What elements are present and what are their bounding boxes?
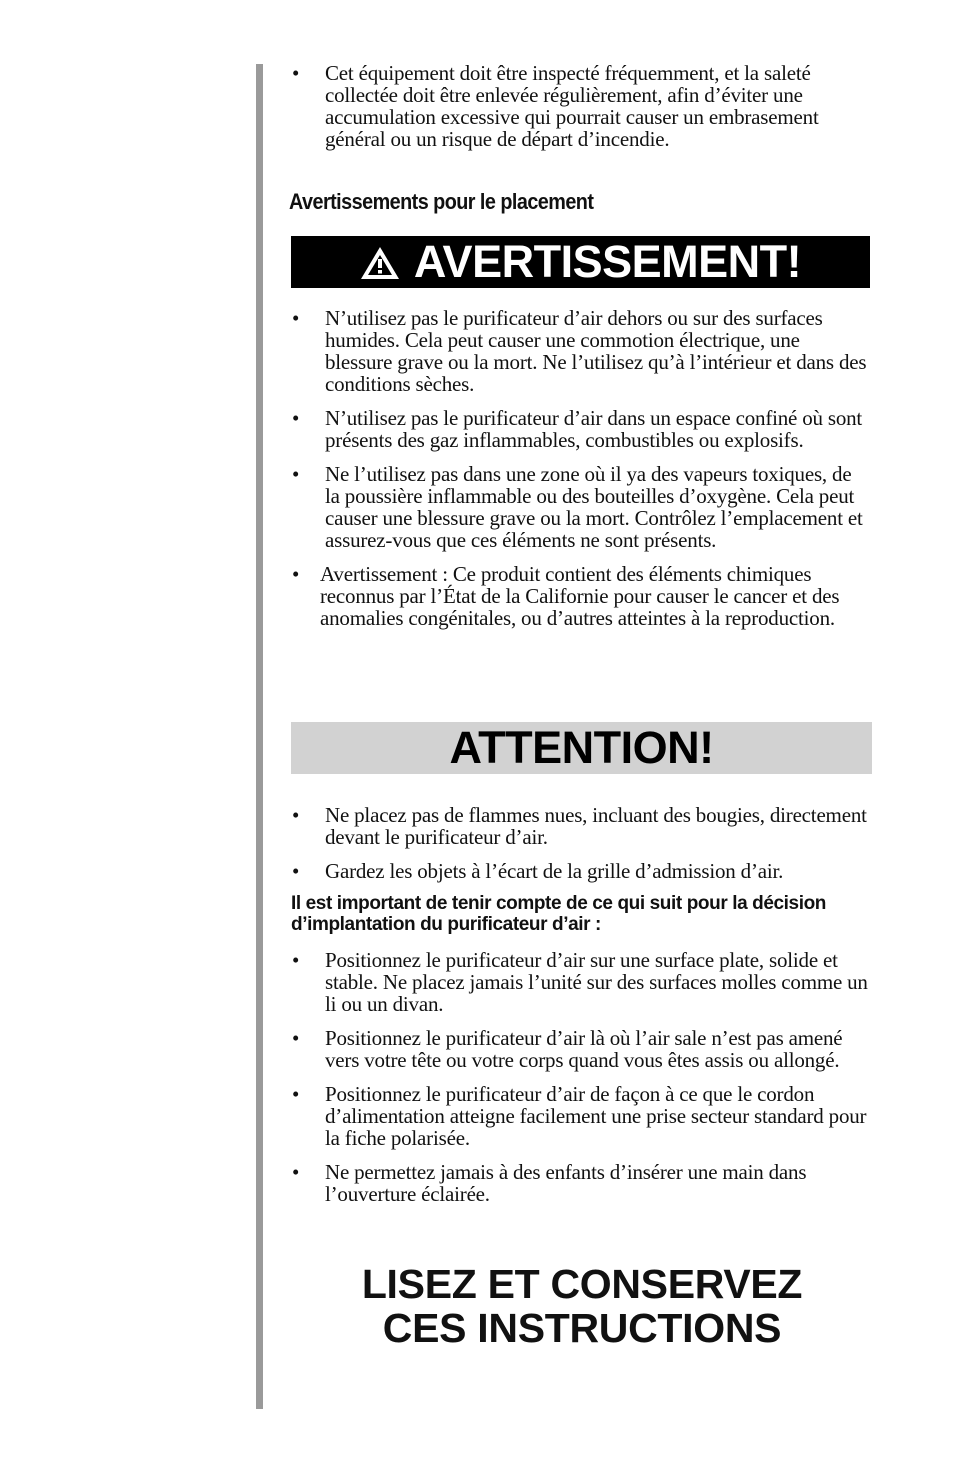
bullet-icon: • (292, 859, 300, 883)
bullet-icon: • (292, 1082, 300, 1106)
warning-banner (291, 236, 870, 288)
warning-banner-label: AVERTISSEMENT! (413, 236, 802, 287)
bullet-icon: • (292, 562, 300, 586)
list-item: • Positionnez le purificateur d’air sur une surface plate, solide et stable. Ne placez jamais l’unité sur des surfaces molles comme un li ou un divan. (292, 948, 868, 1016)
list-item: • Ne permettez jamais à des enfants d’insérer une main dans l’ouverture éclairée. (292, 1160, 807, 1206)
list-item: • Ne placez pas de flammes nues, incluant des bougies, directement devant le purificateur d’air. (292, 803, 867, 849)
closing-notice (291, 1262, 873, 1350)
margin-rule (256, 64, 263, 1409)
placement-list (289, 949, 871, 1205)
intro-list (289, 62, 871, 150)
list-item: • Avertissement : Ce produit contient des éléments chimiques reconnus par l’État de la Californie pour causer le cancer et des anomalies congénitales, ou d’autres atteintes à la reproduction. (292, 562, 840, 630)
closing-line-2: CES INSTRUCTIONS (382, 1305, 782, 1351)
warning-triangle-icon (360, 246, 400, 280)
list-item: • Positionnez le purificateur d’air de façon à ce que le cordon d’alimentation atteigne facilement une prise secteur standard pour la fiche polarisée. (292, 1082, 867, 1150)
list-item: • Cet équipement doit être inspecté fréquemment, et la saleté collectée doit être enlevée régulièrement, afin d’éviter une accumulation excessive qui pourrait causer un embrasement général ou un risque de départ d’incendie. (292, 61, 819, 151)
caution-banner (291, 722, 872, 774)
placement-intro: Il est important de tenir compte de ce qui suit pour la décision d’implantation du purificateur d’air : (291, 893, 826, 935)
warning-list (289, 307, 871, 629)
bullet-icon: • (292, 406, 300, 430)
bullet-icon: • (292, 948, 300, 972)
list-item: • N’utilisez pas le purificateur d’air dehors ou sur des surfaces humides. Cela peut causer une commotion électrique, une blessure grave ou la mort. Ne l’utilisez qu’à l’intérieur et dans des conditions sèches. (292, 306, 867, 396)
intro-section (289, 62, 871, 150)
caution-section (289, 804, 871, 882)
list-item: • Gardez les objets à l’écart de la grille d’admission d’air. (292, 859, 784, 883)
caution-list (289, 804, 871, 882)
closing-line-1: LISEZ ET CONSERVEZ (361, 1261, 803, 1307)
bullet-icon: • (292, 61, 300, 85)
list-item: • Ne l’utilisez pas dans une zone où il ya des vapeurs toxiques, de la poussière inflammable ou des bouteilles d’oxygène. Cela peut causer une blessure grave ou la mort. Contrôlez l’emplacement et assurez-vous que ces éléments ne sont présents. (292, 462, 863, 552)
bullet-icon: • (292, 306, 300, 330)
list-item: • Positionnez le purificateur d’air là où l’air sale n’est pas amené vers votre tête ou votre corps quand vous êtes assis ou allongé. (292, 1026, 843, 1072)
warning-section (289, 307, 871, 629)
caution-banner-label: ATTENTION! (449, 722, 714, 773)
bullet-icon: • (292, 462, 300, 486)
bullet-icon: • (292, 803, 300, 827)
list-item: • N’utilisez pas le purificateur d’air dans un espace confiné où sont présents des gaz inflammables, combustibles ou explosifs. (292, 406, 863, 452)
placement-section (289, 949, 871, 1205)
bullet-icon: • (292, 1160, 300, 1184)
section-heading: Avertissements pour le placement (289, 189, 594, 214)
bullet-icon: • (292, 1026, 300, 1050)
